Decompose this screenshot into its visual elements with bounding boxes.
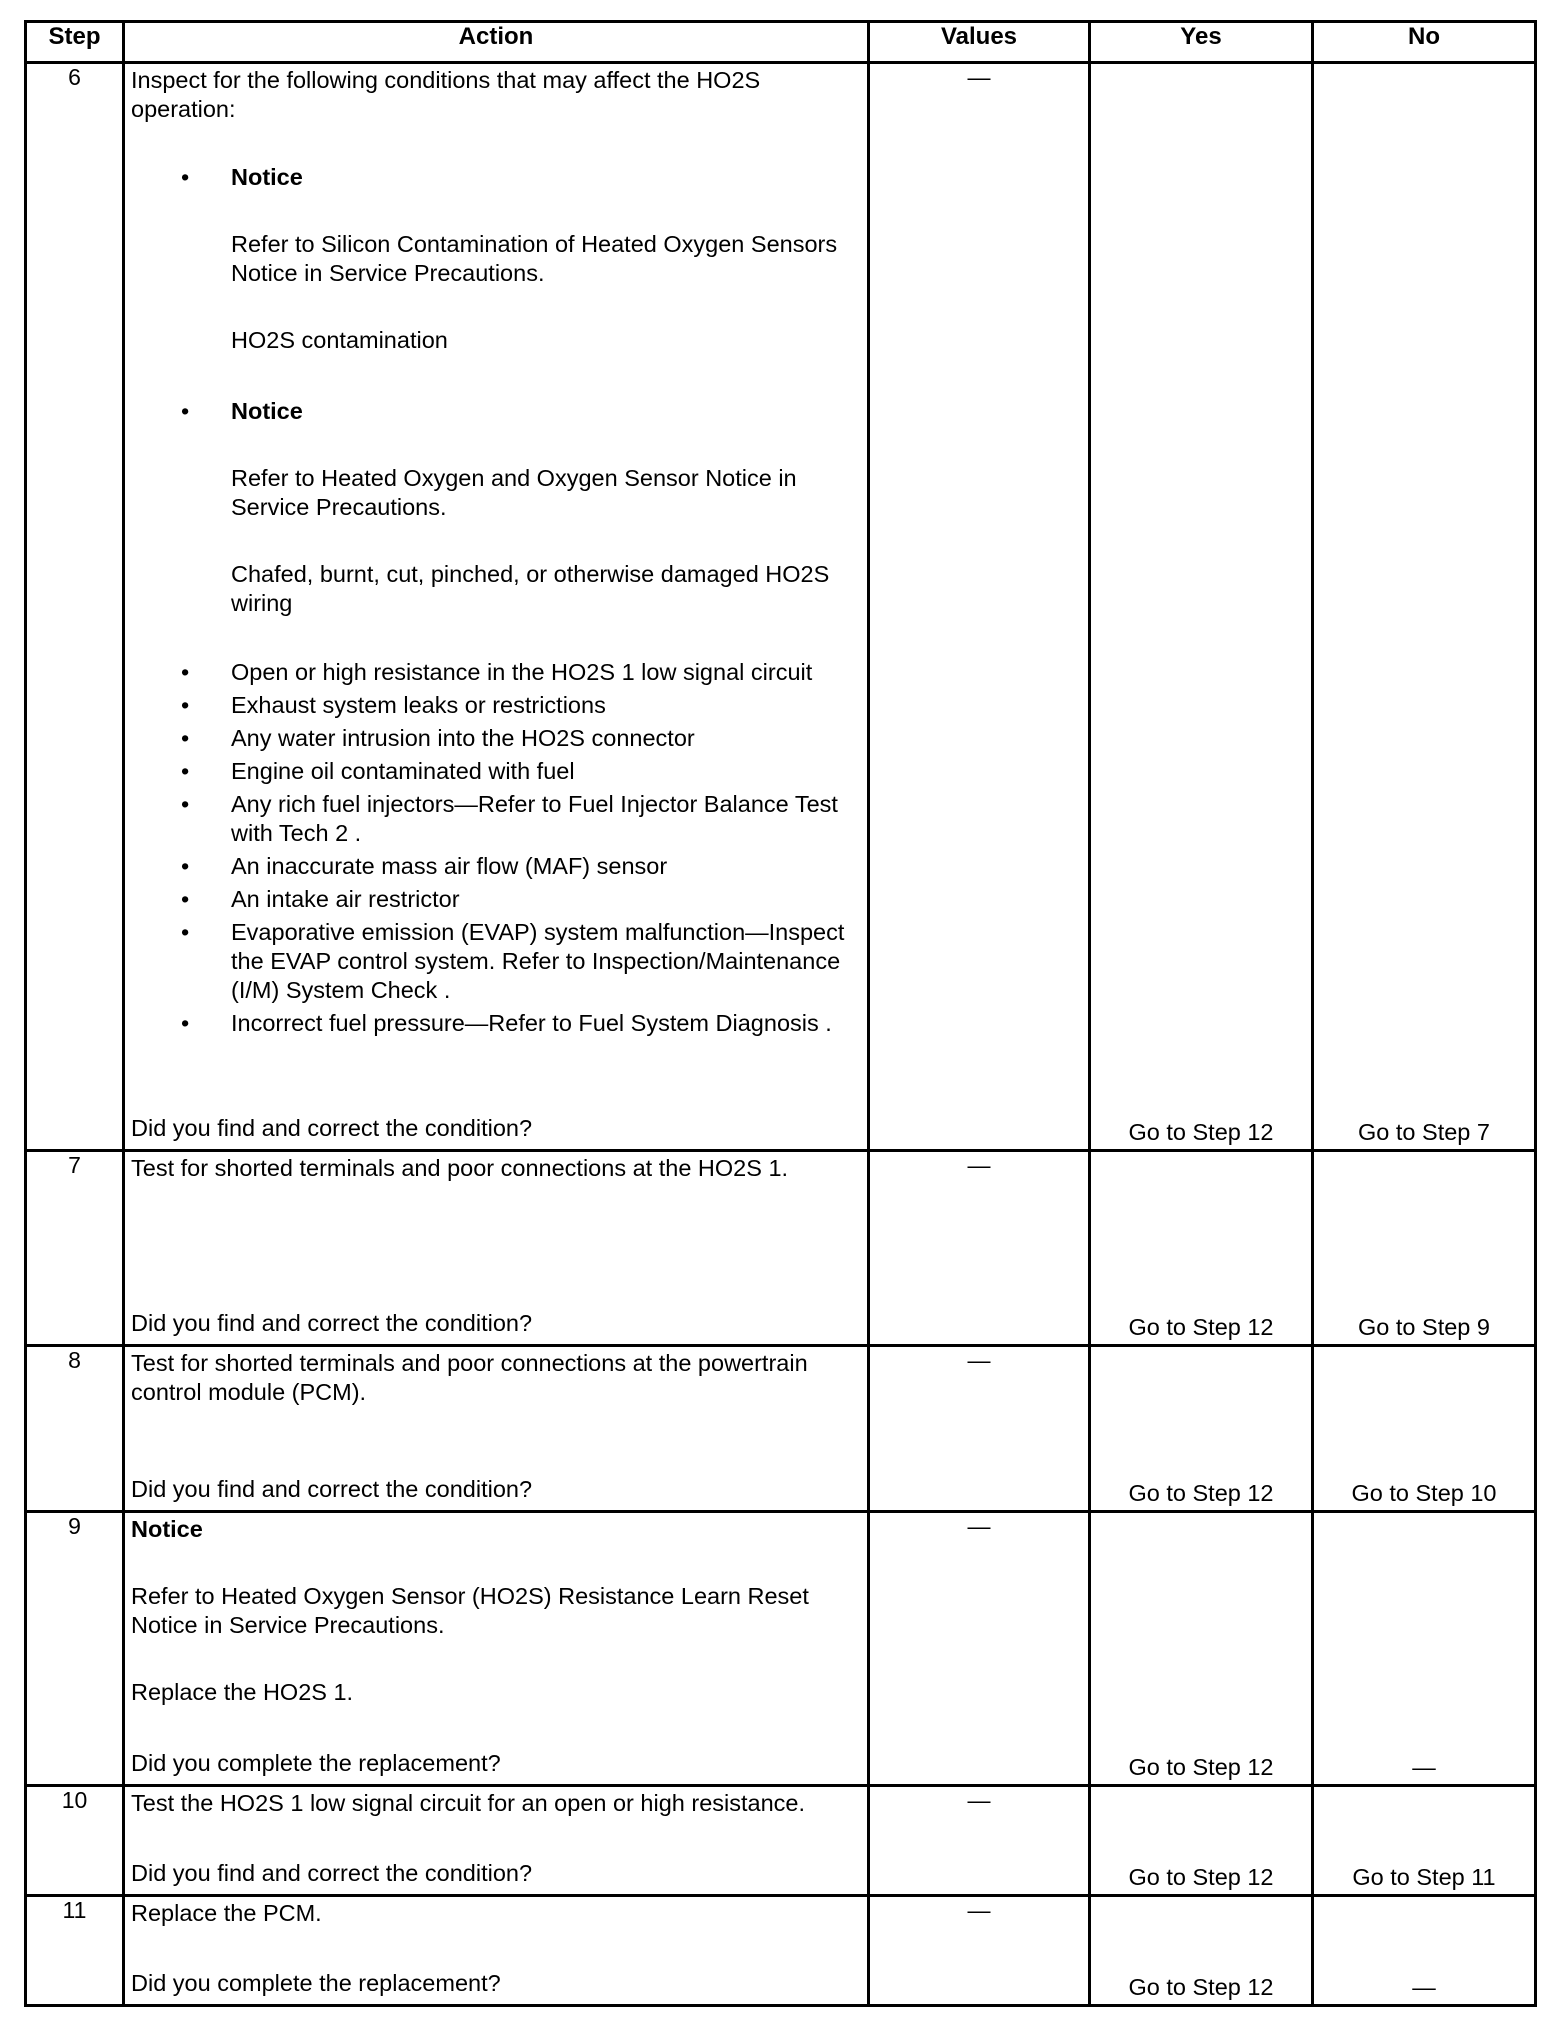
- no-result: Go to Step 11: [1352, 1864, 1496, 1890]
- values-cell: —: [869, 1151, 1090, 1346]
- header-yes: Yes: [1090, 22, 1313, 63]
- no-cell: [1313, 1346, 1536, 1512]
- list-item: • Evaporative emission (EVAP) system malfunction—Inspect the EVAP control system. Refer to Inspection/Maintenance (I/M) System Check .: [131, 918, 861, 1005]
- diagnostic-table: [24, 20, 1537, 2007]
- notice-text: Refer to Silicon Contamination of Heated Oxygen Sensors Notice in Service Precautions.: [231, 231, 838, 286]
- step-number: 11: [26, 1896, 124, 2006]
- action-question: Did you find and correct the condition?: [131, 1476, 533, 1502]
- table-row-step-6: [26, 63, 1536, 1151]
- yes-cell: [1090, 1896, 1313, 2006]
- values-cell: —: [869, 1786, 1090, 1896]
- table-row-step-11: [26, 1896, 1536, 2006]
- notice-list-2: [131, 397, 861, 426]
- action-text: Replace the HO2S 1.: [131, 1679, 354, 1705]
- condition-item: Chafed, burnt, cut, pinched, or otherwise damaged HO2S wiring: [231, 561, 830, 616]
- step-number: 10: [26, 1786, 124, 1896]
- no-result: Go to Step 9: [1358, 1314, 1490, 1340]
- action-cell: [124, 1512, 869, 1786]
- action-question: Did you complete the replacement?: [131, 1970, 501, 1996]
- list-item: • Exhaust system leaks or restrictions: [131, 691, 861, 720]
- action-question: Did you find and correct the condition?: [131, 1310, 533, 1336]
- yes-result: Go to Step 12: [1128, 1864, 1274, 1890]
- yes-cell: [1090, 63, 1313, 1151]
- table-row-step-8: [26, 1346, 1536, 1512]
- values-cell: —: [869, 63, 1090, 1151]
- values-cell: —: [869, 1346, 1090, 1512]
- yes-result: Go to Step 12: [1128, 1480, 1274, 1506]
- no-result: Go to Step 10: [1351, 1480, 1497, 1506]
- yes-cell: [1090, 1786, 1313, 1896]
- list-item: • Engine oil contaminated with fuel: [131, 757, 861, 786]
- step-number: 8: [26, 1346, 124, 1512]
- list-item: • Incorrect fuel pressure—Refer to Fuel System Diagnosis .: [131, 1009, 861, 1038]
- header-values: Values: [869, 22, 1090, 63]
- no-cell: [1313, 1151, 1536, 1346]
- action-cell: [124, 1786, 869, 1896]
- list-item: • Any water intrusion into the HO2S connector: [131, 724, 861, 753]
- step-number: 6: [26, 63, 124, 1151]
- action-text: Replace the PCM.: [131, 1900, 322, 1926]
- table-row-step-10: [26, 1786, 1536, 1896]
- table-row-step-9: [26, 1512, 1536, 1786]
- no-cell: [1313, 1896, 1536, 2006]
- action-question: Did you find and correct the condition?: [131, 1115, 533, 1141]
- yes-result: Go to Step 12: [1128, 1119, 1274, 1145]
- yes-cell: [1090, 1346, 1313, 1512]
- action-question: Did you find and correct the condition?: [131, 1860, 533, 1886]
- yes-cell: [1090, 1151, 1313, 1346]
- action-cell: [124, 63, 869, 1151]
- action-text: Test for shorted terminals and poor connections at the HO2S 1.: [131, 1155, 789, 1181]
- no-cell: [1313, 1786, 1536, 1896]
- header-step: Step: [26, 22, 124, 63]
- values-cell: —: [869, 1896, 1090, 2006]
- table-row-step-7: [26, 1151, 1536, 1346]
- no-result: —: [1412, 1754, 1436, 1780]
- header-no: No: [1313, 22, 1536, 63]
- action-text: Test for shorted terminals and poor connections at the powertrain control module (PCM).: [131, 1350, 808, 1405]
- action-intro: Inspect for the following conditions that may affect the HO2S operation:: [131, 67, 761, 122]
- header-action: Action: [124, 22, 869, 63]
- action-text: Test the HO2S 1 low signal circuit for an open or high resistance.: [131, 1790, 806, 1816]
- notice-title: • Notice: [131, 163, 861, 192]
- no-result: Go to Step 7: [1358, 1119, 1490, 1145]
- yes-result: Go to Step 12: [1128, 1314, 1274, 1340]
- list-item: • An inaccurate mass air flow (MAF) sensor: [131, 852, 861, 881]
- condition-item: HO2S contamination: [231, 327, 448, 353]
- yes-result: Go to Step 12: [1128, 1754, 1274, 1780]
- notice-text: Refer to Heated Oxygen Sensor (HO2S) Resistance Learn Reset Notice in Service Precautions.: [131, 1583, 809, 1638]
- list-item: • Any rich fuel injectors—Refer to Fuel Injector Balance Test with Tech 2 .: [131, 790, 861, 848]
- step-number: 9: [26, 1512, 124, 1786]
- notice-title: • Notice: [131, 397, 861, 426]
- notice-text: Refer to Heated Oxygen and Oxygen Sensor Notice in Service Precautions.: [231, 465, 797, 520]
- values-cell: —: [869, 1512, 1090, 1786]
- header-row: [26, 22, 1536, 63]
- notice-title: Notice: [131, 1516, 203, 1542]
- action-cell: [124, 1151, 869, 1346]
- yes-cell: [1090, 1512, 1313, 1786]
- step-number: 7: [26, 1151, 124, 1346]
- action-question: Did you complete the replacement?: [131, 1750, 501, 1776]
- condition-list: [131, 658, 861, 1038]
- action-cell: [124, 1896, 869, 2006]
- yes-result: Go to Step 12: [1128, 1974, 1274, 2000]
- no-cell: [1313, 63, 1536, 1151]
- action-cell: [124, 1346, 869, 1512]
- notice-list-1: [131, 163, 861, 192]
- list-item: • Open or high resistance in the HO2S 1 low signal circuit: [131, 658, 861, 687]
- no-cell: [1313, 1512, 1536, 1786]
- list-item: • An intake air restrictor: [131, 885, 861, 914]
- no-result: —: [1412, 1974, 1436, 2000]
